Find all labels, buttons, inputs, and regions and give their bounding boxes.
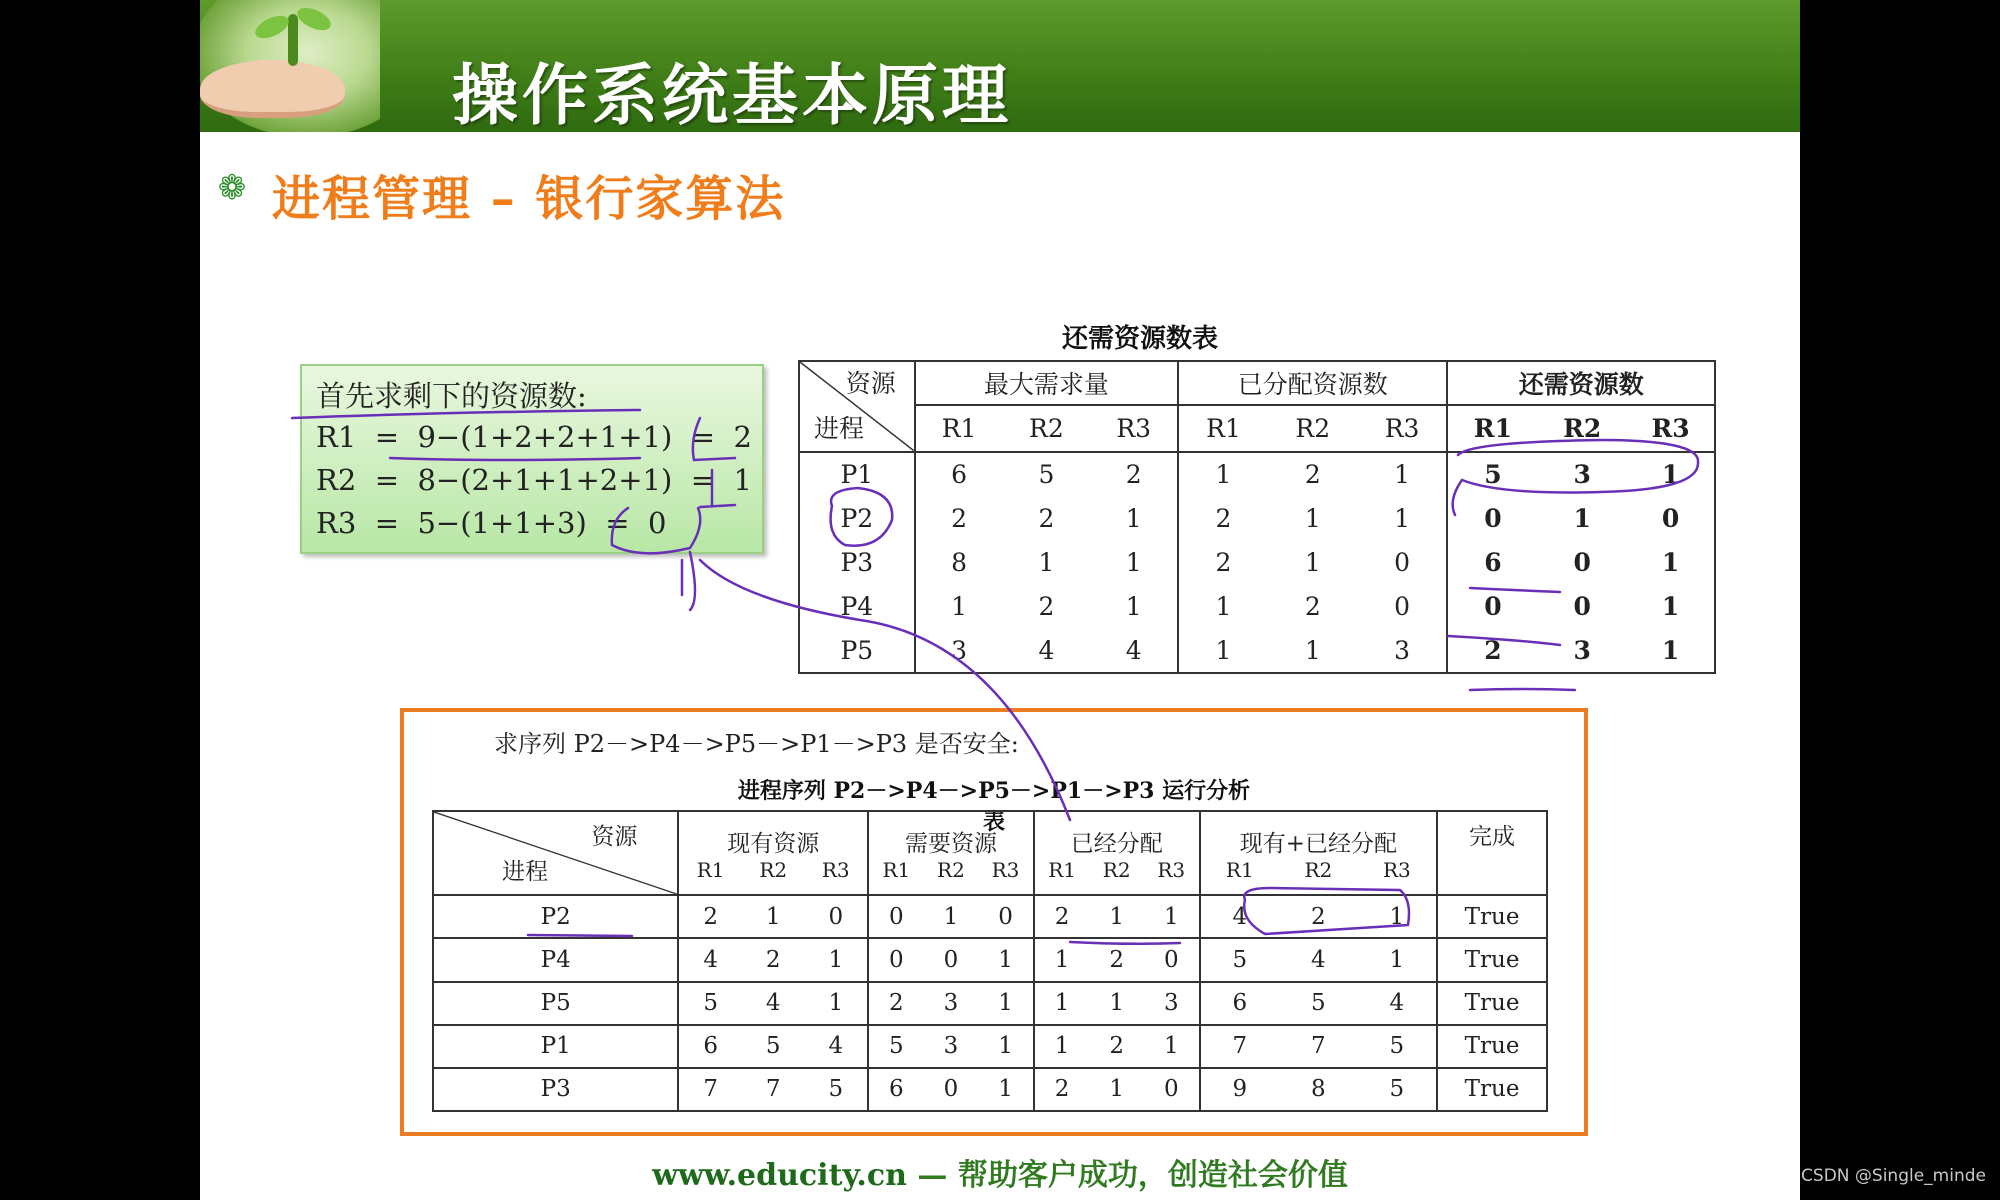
need-cell: 5 [1447,452,1537,496]
need-table-title: 还需资源数表 [1061,324,1218,354]
alloc-cell: 1 [1304,547,1321,577]
need-cell: 1 [1573,503,1591,533]
alloc-value: 1 [1054,946,1070,973]
alloc-cell: 0 [1358,584,1448,628]
need-value: 6 [889,1076,904,1103]
work-value: 4 [765,990,781,1017]
slide-title: 操作系统基本原理 [452,56,1012,134]
need-value: 5 [889,1033,904,1060]
subheader-r3: R3 [821,857,850,882]
need-value: 0 [889,946,904,973]
sum-value: 4 [1389,990,1405,1017]
need-table [798,360,1716,674]
header-need: 还需资源数 [1447,361,1715,405]
need-cell: 1 [1627,584,1715,628]
work-cell [678,1068,868,1111]
alloc-value: 1 [1054,1033,1070,1060]
subheader-r1: R1 [915,405,1003,451]
alloc-value: 3 [1163,990,1179,1017]
header-allocated [1034,811,1200,895]
alloc-cell: 2 [1178,496,1268,540]
flower-bullet-icon: ❁ [217,168,247,208]
table-row [799,629,1715,673]
process-cell: P3 [433,1068,678,1111]
done-cell: True [1437,938,1547,981]
need-value: 1 [998,990,1013,1017]
header-done: 完成 [1437,811,1547,895]
header-work-label: 现有资源 [727,830,820,857]
process-cell: P5 [433,982,678,1025]
work-value: 7 [703,1076,718,1103]
process-cell: P2 [799,496,915,540]
table-row [433,1025,1547,1068]
process-cell: P1 [433,1025,678,1068]
subheader-r1: R1 [1048,857,1076,882]
need-cell: 1 [1627,452,1715,496]
section-subtitle: 进程管理 – 银行家算法 [272,171,786,227]
alloc-value: 1 [1109,903,1124,930]
footer-slogan: 帮助客户成功，创造社会价值 [957,1158,1348,1193]
work-value: 4 [703,946,718,973]
max-cell: 8 [915,540,1003,584]
alloc-cell: 0 [1358,540,1448,584]
header-need [868,811,1034,895]
sum-value: 6 [1232,990,1248,1017]
remaining-resources-box [300,364,764,554]
process-cell: P2 [433,895,678,938]
subheader-r2: R2 [759,857,788,882]
process-cell: P3 [799,540,915,584]
alloc-value: 0 [1163,1076,1179,1103]
table-row [433,982,1547,1025]
subheader-r1: R1 [1447,405,1537,451]
need-value: 0 [889,903,904,930]
corner-resource-label: 资源 [591,824,638,850]
need-table-corner [799,361,915,452]
alloc-value: 2 [1054,903,1070,930]
table-row [433,895,1547,938]
work-value: 4 [828,1033,844,1060]
alloc-cell: 2 [1178,540,1268,584]
max-cell: 5 [1003,452,1091,496]
table-row [799,496,1715,540]
work-cell [678,1025,868,1068]
sub-headers [679,858,867,882]
subheader-r1: R1 [1225,857,1254,882]
need-cell: 3 [1537,452,1627,496]
max-cell: 2 [1038,503,1055,533]
hand-image [200,60,345,118]
sum-value: 9 [1232,1076,1248,1103]
calc-line-r3: R3 = 5−(1+1+3) = 0 [316,506,667,540]
max-cell: 1 [1090,540,1178,584]
table-row [799,452,1715,496]
max-cell: 1 [1038,547,1055,577]
work-value: 5 [828,1076,844,1103]
subheader-r2: R2 [937,857,965,882]
need-cell [868,1025,1034,1068]
sum-value: 4 [1311,946,1326,973]
header-sum [1200,811,1438,895]
header-need-label: 需要资源 [904,830,997,857]
max-cell: 4 [1090,629,1178,673]
table-row [799,540,1715,584]
alloc-value: 2 [1109,1033,1124,1060]
alloc-value: 0 [1163,946,1179,973]
alloc-cell [1034,895,1200,938]
sum-value: 5 [1389,1076,1405,1103]
alloc-value: 1 [1163,1033,1179,1060]
subheader-r2: R2 [1102,857,1131,882]
done-cell: True [1437,1068,1547,1111]
need-cell [868,895,1034,938]
table-row [433,938,1547,981]
sum-cell [1200,1025,1438,1068]
need-cell: 1 [1627,540,1715,584]
need-value: 0 [943,1076,959,1103]
max-cell: 2 [915,496,1003,540]
work-value: 6 [703,1033,718,1060]
header-allocated-label: 已经分配 [1070,830,1163,857]
corner-resource-label: 资源 [845,369,896,398]
corner-process-label: 进程 [502,859,548,886]
analysis-table-corner [433,811,678,895]
sub-headers [1035,858,1199,882]
subheader-r3: R3 [1627,405,1715,451]
alloc-cell: 1 [1178,629,1268,673]
subheader-r3: R3 [1090,405,1178,451]
header-alloc: 已分配资源数 [1178,361,1447,405]
work-cell [678,938,868,981]
subheader-r3: R3 [1358,405,1448,451]
alloc-cell: 1 [1358,452,1448,496]
sum-value: 2 [1311,903,1326,930]
sum-value: 8 [1311,1076,1326,1103]
sum-cell [1200,938,1438,981]
sum-value: 7 [1311,1033,1326,1060]
alloc-value: 1 [1109,990,1124,1017]
need-value: 3 [943,1033,959,1060]
max-cell: 6 [915,452,1003,496]
sprout-icon [288,14,298,66]
need-value: 0 [943,946,959,973]
max-cell: 1 [1090,584,1178,628]
sum-cell [1200,982,1438,1025]
analysis-table [432,810,1548,1112]
process-cell: P1 [799,452,915,496]
work-value: 0 [828,903,844,930]
done-cell: True [1437,1025,1547,1068]
subheader-r1: R1 [696,857,725,882]
need-cell: 0 [1627,496,1715,540]
subheader-r1: R1 [1178,405,1268,451]
need-cell: 0 [1447,584,1537,628]
process-cell: P4 [433,938,678,981]
done-cell: True [1437,895,1547,938]
subheader-r2: R2 [1268,405,1358,451]
subheader-r2: R2 [1537,405,1627,451]
subheader-r3: R3 [1382,857,1411,882]
alloc-cell: 1 [1268,629,1358,673]
sum-value: 5 [1311,990,1326,1017]
need-value: 1 [943,903,959,930]
work-cell [678,895,868,938]
max-cell: 4 [1003,629,1091,673]
sub-headers [869,858,1033,882]
csdn-watermark: CSDN @Single_minde [1801,1166,1986,1186]
alloc-cell [1034,982,1200,1025]
slide [200,0,1800,1200]
plant-hand-logo [200,0,380,132]
alloc-cell: 1 [1178,452,1268,496]
work-value: 5 [703,990,718,1017]
alloc-cell: 3 [1358,629,1448,673]
sum-value: 4 [1232,903,1248,930]
max-cell: 3 [915,629,1003,673]
sum-cell [1200,1068,1438,1111]
header-sum-label: 现有+已经分配 [1239,830,1397,857]
alloc-cell [1034,1068,1200,1111]
footer-dash: — [917,1158,948,1193]
need-cell: 6 [1447,540,1537,584]
subheader-r2: R2 [1003,405,1091,451]
alloc-value: 1 [1163,903,1179,930]
alloc-cell: 1 [1304,503,1321,533]
work-value: 2 [703,903,718,930]
need-cell: 1 [1627,629,1715,673]
work-value: 2 [765,946,781,973]
process-cell: P5 [799,629,915,673]
alloc-cell [1034,938,1200,981]
need-value: 1 [998,1076,1013,1103]
need-value: 1 [998,1033,1013,1060]
need-value: 2 [889,990,904,1017]
calc-heading: 首先求剩下的资源数: [316,379,587,413]
max-cell: 2 [1090,452,1178,496]
need-cell [868,938,1034,981]
safety-question: 求序列 P2－>P4－>P5－>P1－>P3 是否安全: [494,730,1019,758]
subheader-r2: R2 [1304,857,1333,882]
max-cell: 2 [1038,592,1055,622]
alloc-cell [1034,1025,1200,1068]
alloc-cell: 2 [1268,452,1358,496]
process-cell: P4 [799,584,915,628]
need-cell [868,982,1034,1025]
sum-cell [1200,895,1438,938]
footer [200,1150,1800,1194]
alloc-cell: 1 [1178,584,1268,628]
leaf-icon [294,3,334,35]
max-cell: 1 [915,584,1003,628]
need-cell: 3 [1537,629,1627,673]
header-work [678,811,868,895]
alloc-value: 1 [1109,1076,1124,1103]
sum-value: 7 [1232,1033,1248,1060]
table-row [799,584,1715,628]
sum-value: 1 [1389,903,1405,930]
max-cell: 1 [1090,496,1178,540]
alloc-value: 2 [1054,1076,1070,1103]
header-max: 最大需求量 [915,361,1178,405]
work-value: 1 [765,903,781,930]
need-cell: 0 [1573,547,1591,577]
need-cell: 2 [1447,629,1537,673]
need-value: 0 [998,903,1013,930]
footer-url[interactable]: www.educity.cn [652,1158,907,1193]
done-cell: True [1437,982,1547,1025]
work-value: 1 [828,990,844,1017]
alloc-cell: 1 [1358,496,1448,540]
subheader-r3: R3 [1157,857,1186,882]
need-value: 3 [943,990,959,1017]
subheader-r1: R1 [882,857,911,882]
title-banner [200,0,1800,132]
alloc-value: 1 [1054,990,1070,1017]
alloc-value: 2 [1109,946,1124,973]
work-value: 7 [765,1076,781,1103]
need-value: 1 [998,946,1013,973]
table-row [433,1068,1547,1111]
need-cell: 0 [1573,592,1591,622]
need-cell [868,1068,1034,1111]
leaf-icon [252,11,292,43]
work-cell [678,982,868,1025]
analysis-table-title: 进程序列 P2－>P4－>P5－>P1－>P3 运行分析表 [737,778,1251,835]
work-value: 5 [765,1033,781,1060]
sum-value: 5 [1232,946,1248,973]
work-value: 1 [828,946,844,973]
calc-line-r2: R2 = 8−(2+1+1+2+1) = 1 [316,463,752,497]
sub-headers [1201,858,1437,882]
corner-process-label: 进程 [814,413,865,443]
calc-line-r1: R1 = 9−(1+2+2+1+1) = 2 [316,420,752,454]
analysis-panel [400,708,1588,1136]
subheader-r3: R3 [991,857,1020,882]
sum-value: 1 [1389,946,1405,973]
need-cell: 0 [1447,496,1537,540]
alloc-cell: 2 [1304,592,1321,622]
sum-value: 5 [1389,1033,1405,1060]
